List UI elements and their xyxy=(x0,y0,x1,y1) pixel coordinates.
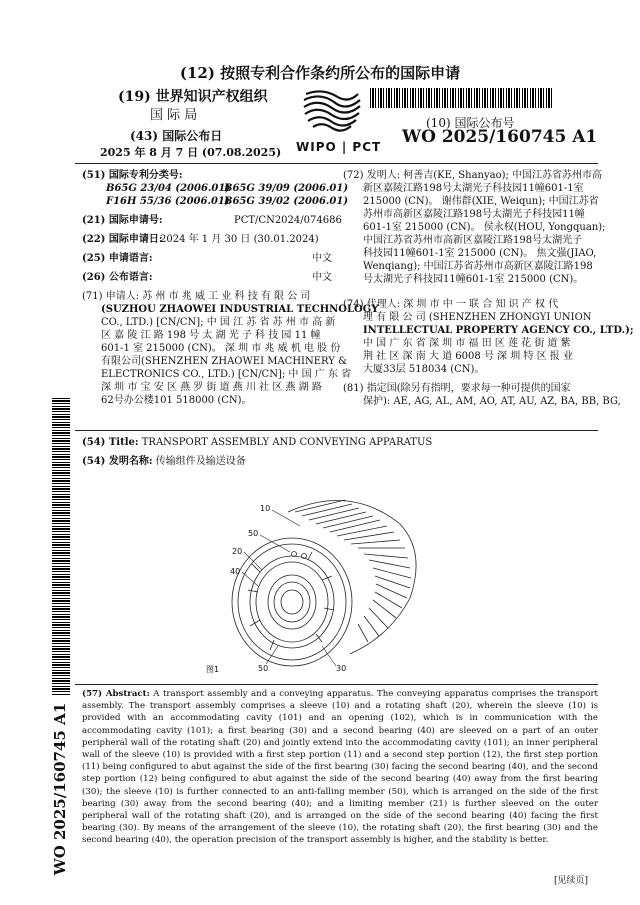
agent-line: INTELLECTUAL PROPERTY AGENCY CO., LTD.); xyxy=(363,325,634,336)
inventor-line: 601-1室 215000 (CN)。 侯永权(HOU, Yongquan); xyxy=(363,222,606,233)
applicant-line: 区 嘉 陵 江 路 198 号 太 湖 光 子 科 技 园 11 幢 xyxy=(101,330,321,341)
org-name: (19) 世界知识产权组织 xyxy=(118,89,268,105)
wipo-pct-text: WIPO | PCT xyxy=(296,140,382,154)
inventor-line: (72) 发明人: 柯善吉(KE, Shanyao); 中国江苏省苏州市高 xyxy=(343,170,603,181)
barcode-top xyxy=(370,88,553,108)
org-bureau: 国 际 局 xyxy=(150,108,198,123)
agent-line: 理 有 限 公 司 (SHENZHEN ZHONGYI UNION xyxy=(363,312,592,323)
continued-note: [见续页] xyxy=(554,876,589,886)
figure-label: 30 xyxy=(336,664,347,673)
pub-date-label: (43) 国际公布日 xyxy=(130,129,223,143)
inventor-line: 苏州市高新区嘉陵江路198号太湖光子科技园11幢 xyxy=(363,209,585,220)
filing-lang-label: (25) 申请语言: xyxy=(82,253,153,264)
transport-assembly-drawing xyxy=(200,490,440,680)
ipc-code: B65G 39/09 (2006.01) xyxy=(224,183,349,194)
abstract-divider xyxy=(75,684,598,685)
applicant-line: 有限公司(SHENZHEN ZHAOWEI MACHINERY & xyxy=(101,356,347,367)
app-no: PCT/CN2024/074686 xyxy=(234,215,342,226)
applicant-line: (SUZHOU ZHAOWEI INDUSTRIAL TECHNOLOGY xyxy=(101,304,379,315)
agent-line: 荆 社 区 深 南 大 道 6008 号 深 圳 特 区 报 业 xyxy=(363,351,573,362)
inventor-line: 新区嘉陵江路198号太湖光子科技园11幢601-1室 xyxy=(363,183,584,194)
title-zh-label: (54) 发明名称: xyxy=(82,456,153,467)
document-title: (12) 按照专利合作条约所公布的国际申请 xyxy=(179,64,461,82)
ipc-code: B65G 23/04 (2006.01) xyxy=(106,183,231,194)
figure-label: 20 xyxy=(232,547,243,556)
applicant-line: 62号办公楼101 518000 (CN)。 xyxy=(101,395,252,406)
header-divider xyxy=(75,163,598,164)
filing-lang: 中文 xyxy=(312,253,332,264)
agent-line: 中 国 广 东 省 深 圳 市 福 田 区 莲 花 街 道 紫 xyxy=(363,338,571,349)
agent-line: 大厦33层 518034 (CN)。 xyxy=(363,364,485,375)
filing-date-label: (22) 国际申请日: xyxy=(82,234,163,245)
applicant-line: 601-1 室 215000 (CN)。 深 圳 市 兆 威 机 电 股 份 xyxy=(101,343,341,354)
barcode-side xyxy=(52,398,70,696)
applicant-line: CO., LTD.) [CN/CN]; 中 国 江 苏 省 苏 州 市 高 新 xyxy=(101,317,336,328)
middle-divider xyxy=(75,430,598,431)
inventor-line: 中国江苏省苏州市高新区嘉陵江路198号太湖光子 xyxy=(363,235,583,246)
title-zh: 传输组件及输送设备 xyxy=(155,456,246,467)
title-zh-row xyxy=(82,455,246,468)
title-en-label: (54) Title: xyxy=(82,437,139,448)
figure-label: 50 xyxy=(258,664,269,673)
inventor-line: 号太湖光子科技园11幢601-1室 215000 (CN)。 xyxy=(363,274,584,285)
ipc-code: B65G 39/02 (2006.01) xyxy=(224,196,349,207)
abstract-text: A transport assembly and a conveying apparatus. The conveying apparatus comprises the transport assembly. The transport assembly comprises a sleeve (10) and a rotating shaft (20), wherein the sleeve (10) is provided with an accommodating cavity (101) and an opening (102), which is in communication with the accommodating cavity (101); a first bearing (30) and a second bearing (40) are sleeved on a part of an outer peripheral wall of the rotating shaft (20) and jointly extend into the accommodating cavity (101); an inner peripheral wall of the sleeve (10) is provided with a first step portion (11) and a second step portion (12), the first step portion (11) being configured to abut against the side of the first bearing (30) facing the second bearing (40), and the second step portion (12) being configured to abut against the side of the second bearing (40) away from the first bearing (30); the sleeve (10) is further connected to an anti-falling member (50), which is arranged on the side of the first bearing (30) away from the second bearing (40); and a limiting member (21) is further sleeved on the outer peripheral wall of the rotating shaft (20), and is arranged on the side of the second bearing (40) facing the first bearing (30). By means of the arrangement of the sleeve (10), the rotating shaft (20), the first bearing (30) and the second bearing (40), the operation precision of the transport assembly is higher, and the stability is better. xyxy=(82,689,599,846)
designated-line: (81) 指定国(除另有指明，要求每一种可提供的国家 xyxy=(343,383,571,394)
figure-label: 50 xyxy=(248,529,259,538)
ipc-code: F16H 55/36 (2006.01) xyxy=(106,196,230,207)
app-no-label: (21) 国际申请号: xyxy=(82,215,163,226)
designated-line: 保护): AE, AG, AL, AM, AO, AT, AU, AZ, BA, BB, BG, xyxy=(363,396,621,407)
title-en: TRANSPORT ASSEMBLY AND CONVEYING APPARATUS xyxy=(141,437,433,448)
inventor-line: 215000 (CN)。 谢伟群(XIE, Weiqun); 中国江苏省 xyxy=(363,196,599,207)
agent-line: (74) 代理人: 深 圳 市 中 一 联 合 知 识 产 权 代 xyxy=(343,299,559,310)
applicant-line: (71) 申请人: 苏 州 市 兆 威 工 业 科 技 有 限 公 司 xyxy=(82,291,311,302)
figure-label: 10 xyxy=(260,504,271,513)
figure-caption: 图1 xyxy=(206,665,220,674)
side-pub-number: WO 2025/160745 A1 xyxy=(51,702,69,876)
applicant-line: 深 圳 市 宝 安 区 燕 罗 街 道 燕 川 社 区 燕 湖 路 xyxy=(101,382,322,393)
pub-no-label: (10) 国际公布号 xyxy=(426,116,515,130)
filing-date: 2024 年 1 月 30 日 (30.01.2024) xyxy=(160,234,319,245)
abstract-label: (57) Abstract: xyxy=(82,689,150,699)
title-en-row xyxy=(82,436,432,449)
applicant-line: ELECTRONICS CO., LTD.) [CN/CN]; 中 国 广 东 省 xyxy=(101,369,352,380)
pub-lang-label: (26) 公布语言: xyxy=(82,272,153,283)
abstract xyxy=(82,688,598,847)
pub-lang: 中文 xyxy=(312,272,332,283)
pub-number: WO 2025/160745 A1 xyxy=(402,127,598,147)
figure-label: 40 xyxy=(230,567,241,576)
ipc-label: (51) 国际专利分类号: xyxy=(82,170,183,181)
patent-figure xyxy=(200,490,440,680)
inventor-line: 科技园11幢601-1室 215000 (CN)。 焦文强(JIAO, xyxy=(363,248,597,259)
inventor-line: Wenqiang); 中国江苏省苏州市高新区嘉陵江路198 xyxy=(363,261,593,272)
pub-date: 2025 年 8 月 7 日 (07.08.2025) xyxy=(100,146,282,159)
